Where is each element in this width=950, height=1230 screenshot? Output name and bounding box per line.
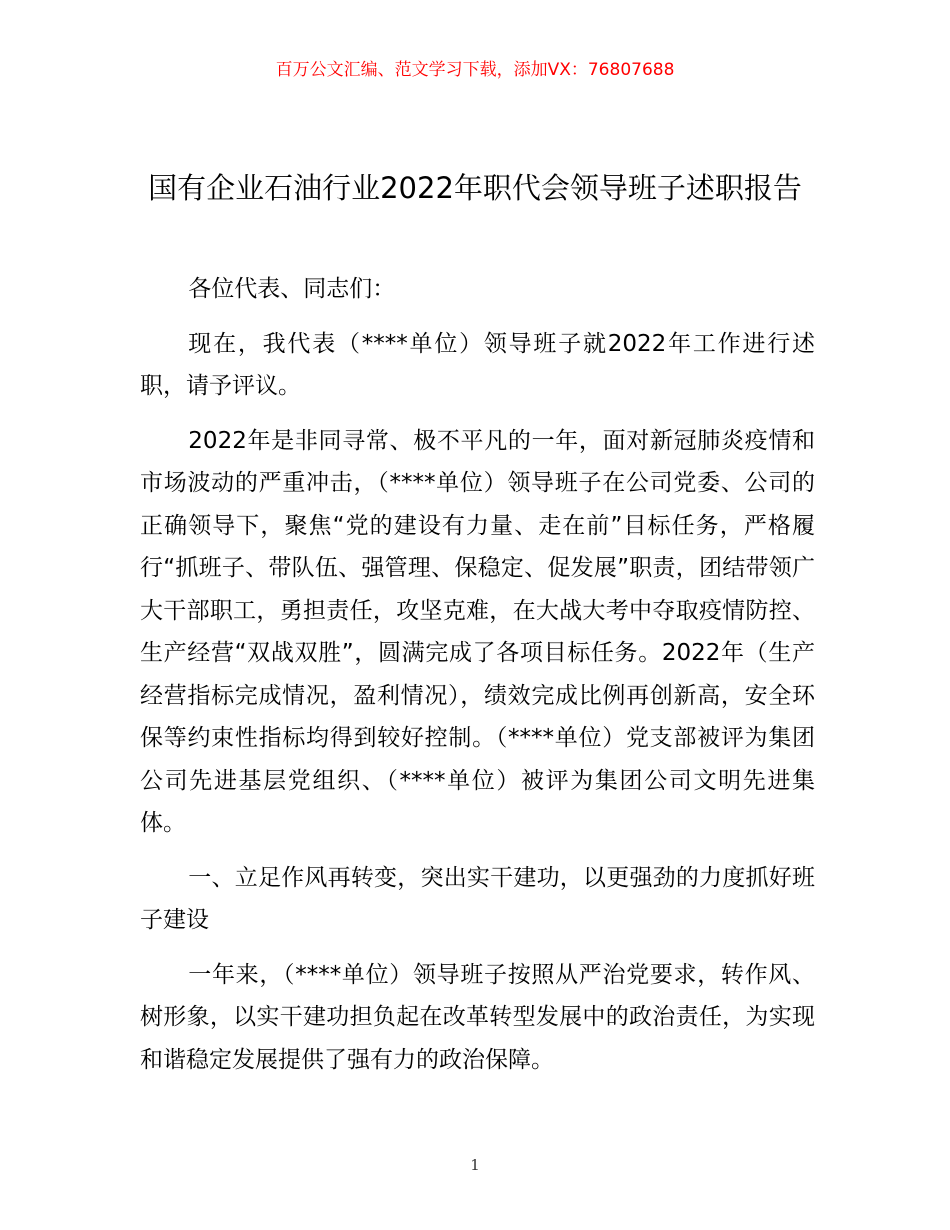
document-title: 国有企业石油行业2022年职代会领导班子述职报告 [148,171,802,205]
header-banner: 百万公文汇编、范文学习下载，添加VX：76807688 [275,60,675,80]
summary-paragraph: 2022年是非同寻常、极不平凡的一年，面对新冠肺炎疫情和市场波动的严重冲击，（****单位）领导班子在公司党委、公司的正确领导下，聚焦“党的建设有力量、走在前”目标任务，严格履行“抓班子、带队伍、强管理、保稳定、促发展”职责，团结带领广大干部职工，勇担责任，攻坚克难，在大战大考中夺取疫情防控、生产经营“双战双胜”，圆满完成了各项目标任务。2022年（生产经营指标完成情况，盈利情况），绩效完成比例再创新高，安全环保等约束性指标均得到较好控制。（****单位）党支部被评为集团公司先进基层党组织、（****单位）被评为集团公司文明先进集体。 [140,427,815,836]
section-heading-1: 一、立足作风再转变，突出实干建功，以更强劲的力度抓好班子建设 [140,864,815,933]
intro-paragraph: 现在，我代表（****单位）领导班子就2022年工作进行述职，请予评议。 [140,330,815,399]
section-1-paragraph: 一年来，（****单位）领导班子按照从严治党要求，转作风、树形象，以实干建功担负起在改革转型发展中的政治责任，为实现和谐稳定发展提供了强有力的政治保障。 [140,961,815,1073]
salutation-paragraph: 各位代表、同志们： [188,276,396,302]
document-body [140,268,815,1093]
page-number: 1 [470,1156,480,1174]
